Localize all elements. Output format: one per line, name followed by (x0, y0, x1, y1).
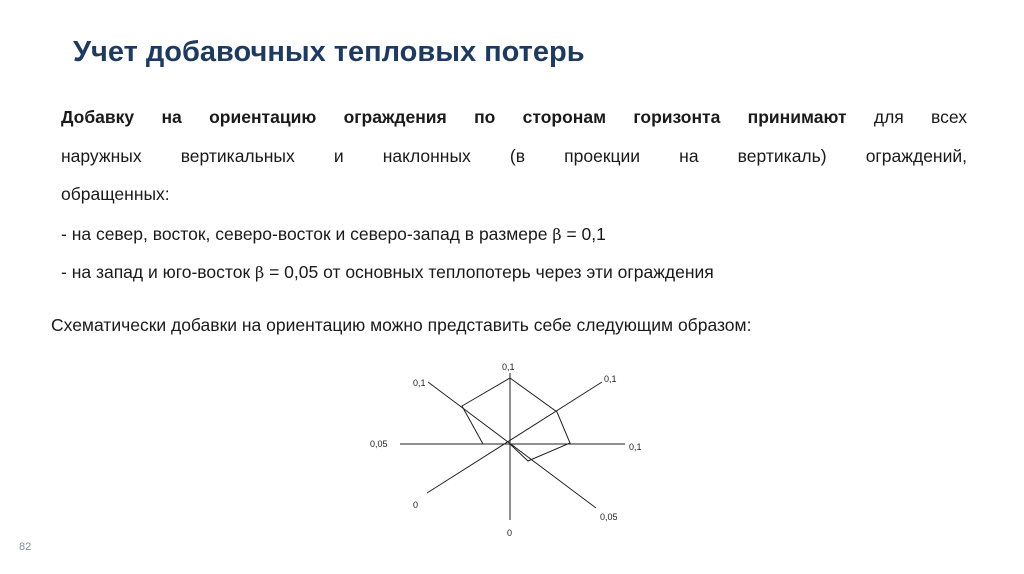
axis-nw-se (428, 382, 596, 508)
axis-ne-sw (427, 382, 602, 493)
label-northeast: 0,1 (604, 374, 617, 384)
label-southwest: 0 (413, 500, 419, 510)
item1-prefix: - на север, восток, северо-восток и северо-запад в размере (61, 224, 548, 244)
list-item-north-east (61, 223, 967, 246)
list-item-west-southeast (61, 261, 967, 284)
paragraph-line-1 (61, 106, 967, 128)
beta-symbol: β (552, 225, 562, 244)
orientation-rose-diagram (360, 355, 650, 545)
item2-prefix: - на запад и юго-восток (61, 262, 251, 282)
item1-value: = 0,1 (561, 224, 606, 244)
label-northwest: 0,1 (413, 378, 426, 388)
paragraph-line-2: наружных вертикальных и наклонных (в проекции на вертикаль) ограждений, (61, 146, 967, 166)
slide-number: 82 (19, 541, 32, 553)
label-east: 0,1 (629, 442, 642, 452)
line1-rest: для всех (846, 107, 968, 127)
beta-symbol: β (254, 263, 265, 282)
paragraph-line-3: обращенных: (61, 184, 170, 204)
label-south: 0 (507, 528, 513, 538)
label-west: 0,05 (370, 439, 388, 449)
slide-title: Учет добавочных тепловых потерь (73, 36, 585, 68)
schema-intro-text: Схематически добавки на ориентацию можно представить себе следующим образом: (51, 315, 752, 335)
bold-phrase: Добавку на ориентацию ограждения по сторонам горизонта принимают (61, 107, 847, 127)
label-southeast: 0,05 (600, 512, 618, 522)
label-north: 0,1 (502, 362, 515, 372)
item2-value: = 0,05 от основных теплопотерь через эти ограждения (264, 262, 714, 282)
